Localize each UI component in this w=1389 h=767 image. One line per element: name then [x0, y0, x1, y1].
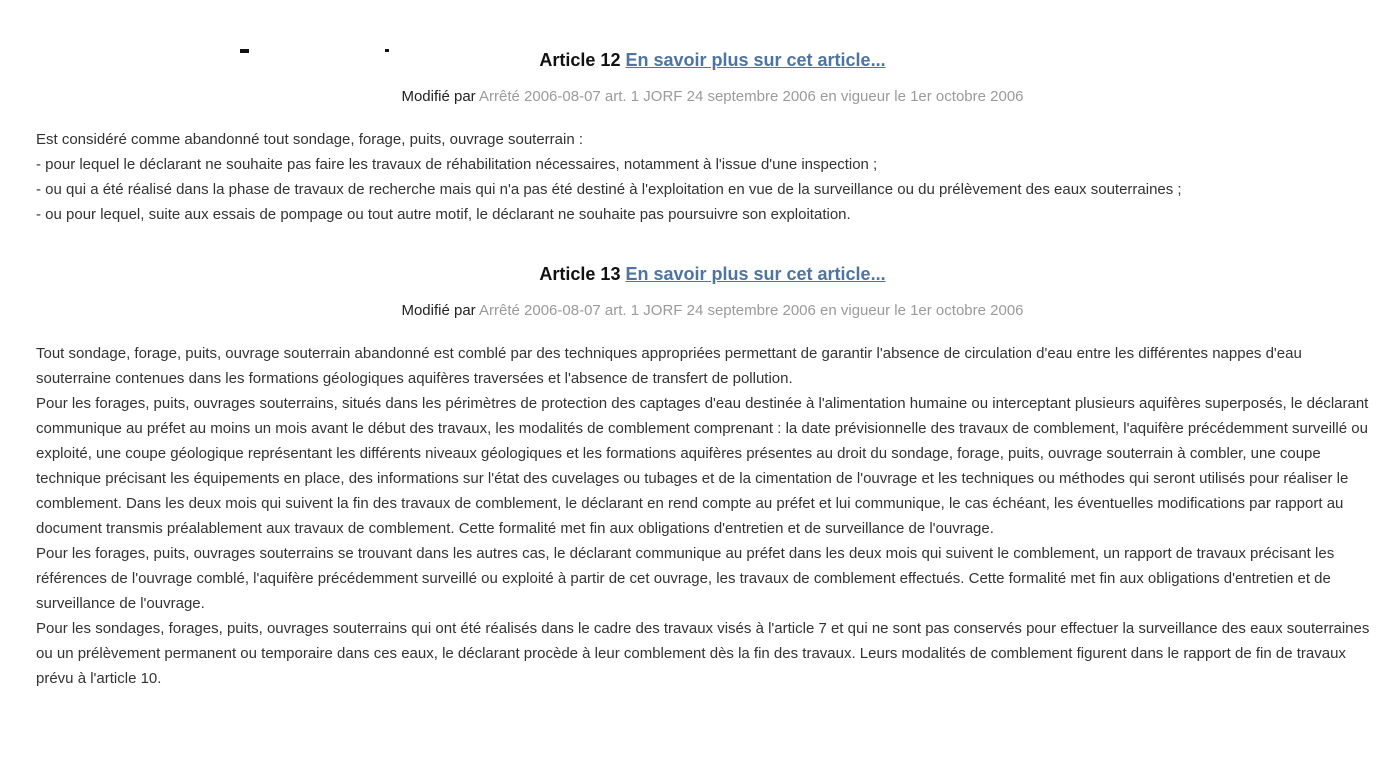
article-byline — [36, 88, 1389, 106]
article-body — [36, 127, 1389, 227]
article-section-12 — [36, 49, 1389, 227]
clipped-glyph — [385, 49, 389, 52]
paragraph: - pour lequel le déclarant ne souhaite pas faire les travaux de réhabilitation nécessaires, notamment à l'issue d'une inspection ; — [36, 156, 878, 173]
document-page — [36, 49, 1389, 691]
article-body — [36, 341, 1389, 691]
paragraph: Pour les sondages, forages, puits, ouvrages souterrains qui ont été réalisés dans le cadre des travaux visés à l'article 7 et qui ne sont pas conservés pour effectuer la surveillance des eaux souterraines ou un prélèvement permanent ou temporaire dans ces eaux, le déclarant procède à leur comblement dès la fin des travaux. Leurs modalités de comblement figurent dans le rapport de fin de travaux prévu à l'article 10. — [36, 620, 1370, 687]
article-more-link[interactable]: En savoir plus sur cet article... — [625, 50, 886, 70]
paragraph: Pour les forages, puits, ouvrages souterrains se trouvant dans les autres cas, le déclarant communique au préfet dans les deux mois qui suivent le comblement, un rapport de travaux précisant les références de l'ouvrage comblé, l'aquifère précédemment surveillé ou exploité à partir de cet ouvrage, les travaux de comblement effectués. Cette formalité met fin aux obligations d'entretien et de surveillance de l'ouvrage. — [36, 545, 1335, 612]
article-more-link[interactable]: En savoir plus sur cet article... — [625, 264, 886, 284]
byline-prefix: Modifié par — [401, 88, 476, 105]
byline-reference: Arrêté 2006-08-07 art. 1 JORF 24 septembre 2006 en vigueur le 1er octobre 2006 — [479, 302, 1024, 319]
paragraph: Tout sondage, forage, puits, ouvrage souterrain abandonné est comblé par des techniques appropriées permettant de garantir l'absence de circulation d'eau entre les différentes nappes d'eau souterraine contenues dans les formations géologiques aquifères traversées et l'absence de transfert de pollution. — [36, 345, 1302, 387]
byline-prefix: Modifié par — [401, 302, 476, 319]
paragraph: - ou pour lequel, suite aux essais de pompage ou tout autre motif, le déclarant ne souhaite pas poursuivre son exploitation. — [36, 206, 851, 223]
article-byline — [36, 302, 1389, 320]
clipped-text-remnant — [0, 49, 1389, 54]
article-title: Article 12 — [539, 50, 621, 70]
article-section-13 — [36, 263, 1389, 691]
byline-reference: Arrêté 2006-08-07 art. 1 JORF 24 septembre 2006 en vigueur le 1er octobre 2006 — [479, 88, 1024, 105]
paragraph: Est considéré comme abandonné tout sondage, forage, puits, ouvrage souterrain : — [36, 131, 584, 148]
clipped-glyph — [240, 49, 249, 53]
article-heading — [36, 263, 1389, 285]
paragraph: Pour les forages, puits, ouvrages souterrains, situés dans les périmètres de protection des captages d'eau destinée à l'alimentation humaine ou interceptant plusieurs aquifères superposés, le déclarant communique au préfet au moins un mois avant le début des travaux, les modalités de comblement comprenant : la date prévisionnelle des travaux de comblement, l'aquifère précédemment surveillé ou exploité, une coupe géologique représentant les différents niveaux géologiques et les formations aquifères présentes au droit du sondage, forage, puits, ouvrage souterrain à combler, une coupe technique précisant les équipements en place, des informations sur l'état des cuvelages ou tubages et de la cimentation de l'ouvrage et les techniques ou méthodes qui seront utilisés pour réaliser le comblement. Dans les deux mois qui suivent la fin des travaux de comblement, le déclarant en rend compte au préfet et lui communique, le cas échéant, les éventuelles modifications par rapport au document transmis préalablement aux travaux de comblement. Cette formalité met fin aux obligations d'entretien et de surveillance de l'ouvrage. — [36, 395, 1369, 537]
article-title: Article 13 — [539, 264, 621, 284]
paragraph: - ou qui a été réalisé dans la phase de travaux de recherche mais qui n'a pas été destiné à l'exploitation en vue de la surveillance ou du prélèvement des eaux souterraines ; — [36, 181, 1182, 198]
